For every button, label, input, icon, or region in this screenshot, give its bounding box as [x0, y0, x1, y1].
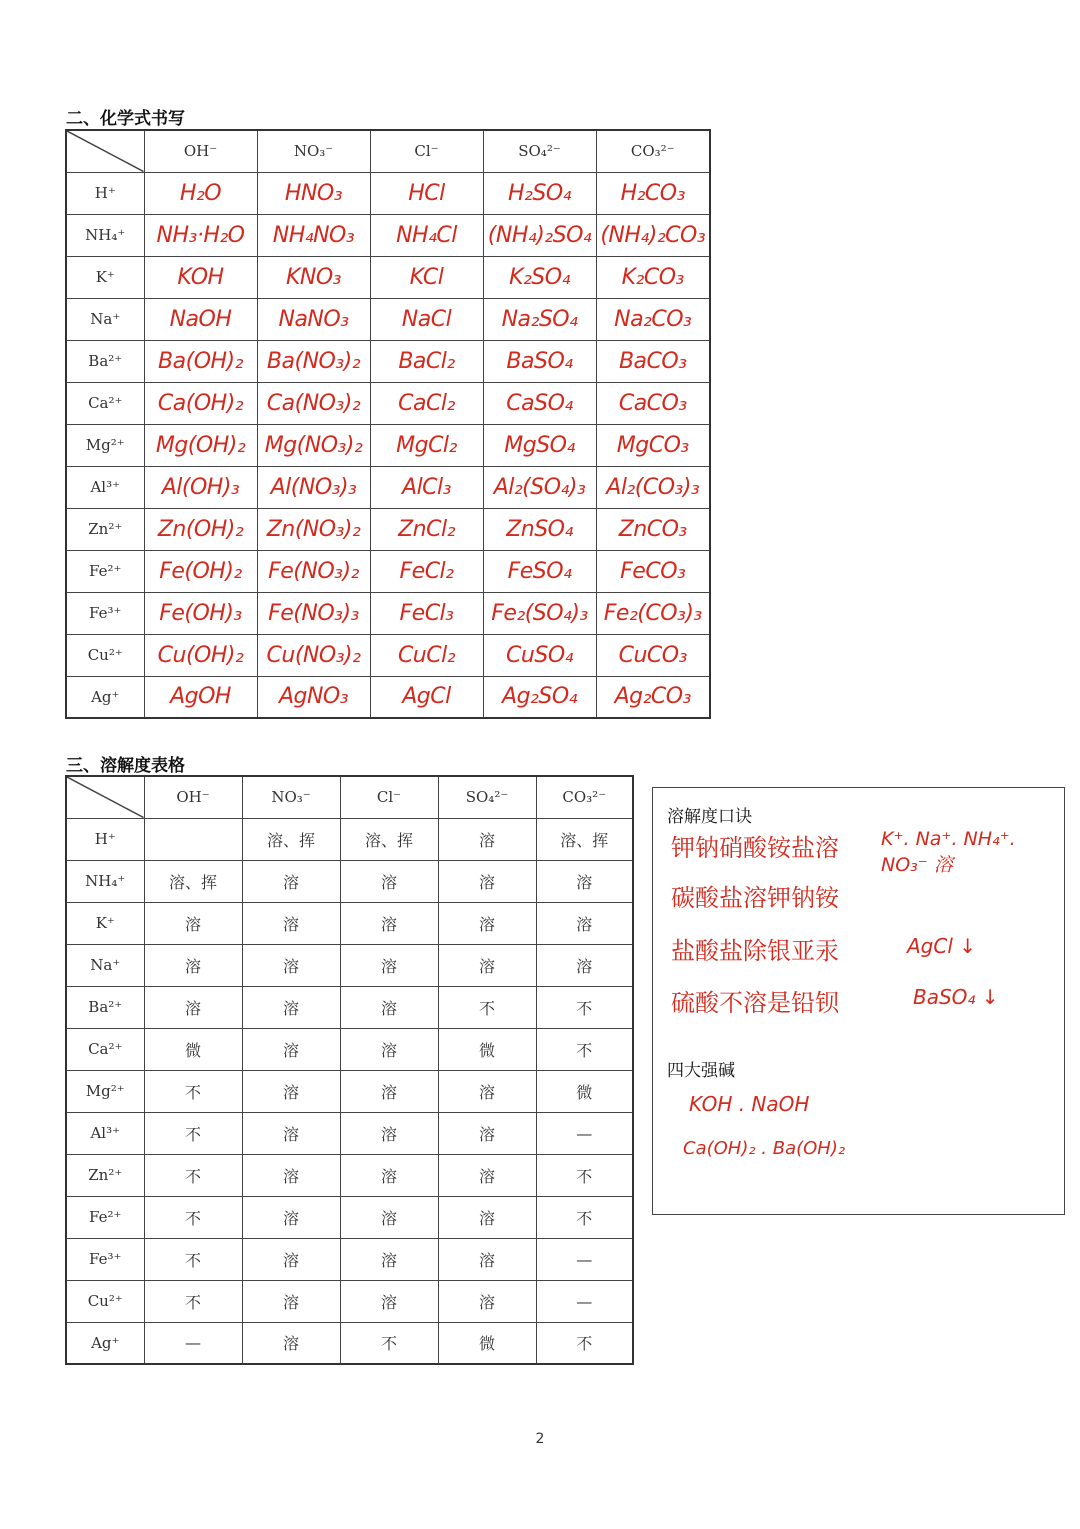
cation-header: Cu²⁺ — [66, 634, 144, 676]
cation-header: Mg²⁺ — [66, 424, 144, 466]
table-cell: ZnSO₄ — [483, 508, 596, 550]
table-cell: 溶 — [340, 1070, 438, 1112]
table-cell: Ba(NO₃)₂ — [257, 340, 370, 382]
cation-header: Na⁺ — [66, 944, 144, 986]
corner-diagonal-cell — [66, 130, 144, 172]
table-cell: 微 — [438, 1028, 536, 1070]
table-row — [66, 944, 633, 986]
anion-header: Cl⁻ — [340, 776, 438, 818]
table-cell: 溶 — [242, 1238, 340, 1280]
cation-header: H⁺ — [66, 818, 144, 860]
table-cell: 溶 — [242, 1322, 340, 1364]
table-cell: Al(OH)₃ — [144, 466, 257, 508]
section-3-title: 三、溶解度表格 — [66, 756, 185, 776]
table-row — [66, 1322, 633, 1364]
table-cell: 溶 — [242, 902, 340, 944]
mnemonic-line-2: 碳酸盐溶钾钠铵 — [671, 884, 839, 912]
table-cell: 溶 — [438, 1196, 536, 1238]
table-cell: CaSO₄ — [483, 382, 596, 424]
table-cell: CaCl₂ — [370, 382, 483, 424]
table-row — [66, 1280, 633, 1322]
table-cell: Ag₂CO₃ — [596, 676, 710, 718]
table-cell: Fe(OH)₂ — [144, 550, 257, 592]
table-cell: BaSO₄ — [483, 340, 596, 382]
table-cell: 溶 — [340, 1280, 438, 1322]
table-row — [66, 466, 710, 508]
table-cell: 不 — [144, 1112, 242, 1154]
table-cell: — — [536, 1280, 633, 1322]
table-cell: Al₂(CO₃)₃ — [596, 466, 710, 508]
table-cell: FeSO₄ — [483, 550, 596, 592]
table-cell: 溶 — [438, 902, 536, 944]
table-cell: H₂SO₄ — [483, 172, 596, 214]
table-cell: NaNO₃ — [257, 298, 370, 340]
cation-header: Ca²⁺ — [66, 382, 144, 424]
mnemonic-note-1: K⁺. Na⁺. NH₄⁺. NO₃⁻ 溶 — [881, 828, 1016, 876]
table-cell: AlCl₃ — [370, 466, 483, 508]
cation-header: Mg²⁺ — [66, 1070, 144, 1112]
table-cell: KCl — [370, 256, 483, 298]
table-row — [66, 902, 633, 944]
table-row — [66, 860, 633, 902]
table-cell: 溶 — [340, 1196, 438, 1238]
table-row — [66, 508, 710, 550]
table-cell: Cu(OH)₂ — [144, 634, 257, 676]
table-cell: ZnCO₃ — [596, 508, 710, 550]
table-cell: 不 — [144, 1154, 242, 1196]
table-cell: 不 — [144, 1238, 242, 1280]
table-cell: Ba(OH)₂ — [144, 340, 257, 382]
chemical-formula-table — [65, 129, 711, 719]
table-row — [66, 676, 710, 718]
cation-header: Ag⁺ — [66, 676, 144, 718]
anion-header: CO₃²⁻ — [536, 776, 633, 818]
cation-header: H⁺ — [66, 172, 144, 214]
table-cell: NaOH — [144, 298, 257, 340]
table-cell: 溶 — [438, 860, 536, 902]
mnemonic-line-4: 硫酸不溶是铅钡 — [671, 989, 839, 1017]
table-cell: 微 — [438, 1322, 536, 1364]
table-cell: HCl — [370, 172, 483, 214]
table-row — [66, 634, 710, 676]
table-cell: Fe₂(SO₄)₃ — [483, 592, 596, 634]
table-cell: 溶 — [340, 1028, 438, 1070]
table-cell: Na₂SO₄ — [483, 298, 596, 340]
table-row — [66, 1196, 633, 1238]
table-cell: K₂CO₃ — [596, 256, 710, 298]
table-cell: 溶 — [242, 944, 340, 986]
table-cell: Fe(NO₃)₃ — [257, 592, 370, 634]
table-cell: 溶 — [340, 986, 438, 1028]
table-cell: 溶 — [438, 1112, 536, 1154]
table-cell: KOH — [144, 256, 257, 298]
anion-header: OH⁻ — [144, 130, 257, 172]
cation-header: Ba²⁺ — [66, 986, 144, 1028]
table-cell: K₂SO₄ — [483, 256, 596, 298]
table-cell: 溶、挥 — [536, 818, 633, 860]
table-cell: ZnCl₂ — [370, 508, 483, 550]
table-cell: 溶 — [438, 818, 536, 860]
table-cell: 溶 — [242, 860, 340, 902]
strong-bases-heading: 四大强碱 — [667, 1061, 735, 1081]
anion-header: OH⁻ — [144, 776, 242, 818]
table-cell: 溶 — [340, 860, 438, 902]
page-number: 2 — [535, 1431, 545, 1447]
strong-bases-line-1: KOH . NaOH — [689, 1092, 810, 1116]
table-cell: CuSO₄ — [483, 634, 596, 676]
table-cell: Fe(OH)₃ — [144, 592, 257, 634]
table-cell: — — [536, 1112, 633, 1154]
table-cell: MgCO₃ — [596, 424, 710, 466]
table-cell: 不 — [536, 1028, 633, 1070]
table-cell: CaCO₃ — [596, 382, 710, 424]
table-cell: 不 — [536, 1154, 633, 1196]
table-cell: (NH₄)₂SO₄ — [483, 214, 596, 256]
table-cell: 溶 — [144, 902, 242, 944]
table-cell: KNO₃ — [257, 256, 370, 298]
table-row — [66, 1154, 633, 1196]
table-cell: 微 — [144, 1028, 242, 1070]
table-cell: AgNO₃ — [257, 676, 370, 718]
table-cell: 溶、挥 — [242, 818, 340, 860]
table-cell: BaCl₂ — [370, 340, 483, 382]
table-cell: FeCl₂ — [370, 550, 483, 592]
table-cell: Mg(NO₃)₂ — [257, 424, 370, 466]
table-row — [66, 818, 633, 860]
table-cell: AgOH — [144, 676, 257, 718]
table-cell: 溶 — [340, 944, 438, 986]
table-cell: 不 — [536, 1322, 633, 1364]
anion-header: CO₃²⁻ — [596, 130, 710, 172]
table-cell: H₂CO₃ — [596, 172, 710, 214]
header-row — [66, 776, 633, 818]
table-cell: Zn(NO₃)₂ — [257, 508, 370, 550]
section-2-title: 二、化学式书写 — [66, 109, 185, 129]
table-cell — [144, 818, 242, 860]
corner-diagonal-cell — [66, 776, 144, 818]
table-cell: 不 — [144, 1280, 242, 1322]
table-cell: 溶 — [340, 1112, 438, 1154]
anion-header: SO₄²⁻ — [438, 776, 536, 818]
table-cell: 溶 — [242, 1154, 340, 1196]
table-cell: — — [144, 1322, 242, 1364]
table-cell: 溶 — [438, 1238, 536, 1280]
strong-bases-line-2: Ca(OH)₂ . Ba(OH)₂ — [683, 1138, 846, 1159]
cation-header: Al³⁺ — [66, 1112, 144, 1154]
table-cell: Al₂(SO₄)₃ — [483, 466, 596, 508]
table-cell: 溶 — [536, 902, 633, 944]
table-cell: 溶 — [536, 860, 633, 902]
table-cell: 溶 — [340, 1238, 438, 1280]
table-cell: CuCO₃ — [596, 634, 710, 676]
mnemonic-heading: 溶解度口诀 — [667, 807, 752, 827]
table-row — [66, 340, 710, 382]
table-row — [66, 1028, 633, 1070]
table-cell: 溶 — [242, 1070, 340, 1112]
table-cell: Ca(OH)₂ — [144, 382, 257, 424]
cation-header: Fe³⁺ — [66, 592, 144, 634]
table-cell: 溶 — [144, 986, 242, 1028]
table-cell: 溶 — [438, 1070, 536, 1112]
table-row — [66, 172, 710, 214]
cation-header: Ca²⁺ — [66, 1028, 144, 1070]
cation-header: K⁺ — [66, 256, 144, 298]
table-row — [66, 550, 710, 592]
table-cell: Fe(NO₃)₂ — [257, 550, 370, 592]
table-cell: 溶、挥 — [144, 860, 242, 902]
table-row — [66, 382, 710, 424]
table-row — [66, 298, 710, 340]
table-row — [66, 256, 710, 298]
table-cell: 溶 — [144, 944, 242, 986]
table-cell: MgSO₄ — [483, 424, 596, 466]
table-cell: 溶 — [242, 1280, 340, 1322]
cation-header: Fe²⁺ — [66, 1196, 144, 1238]
cation-header: Al³⁺ — [66, 466, 144, 508]
table-cell: Al(NO₃)₃ — [257, 466, 370, 508]
cation-header: NH₄⁺ — [66, 214, 144, 256]
table-cell: 溶 — [242, 1028, 340, 1070]
cation-header: Zn²⁺ — [66, 508, 144, 550]
table-row — [66, 592, 710, 634]
table-cell: 溶 — [536, 944, 633, 986]
table-cell: BaCO₃ — [596, 340, 710, 382]
anion-header: Cl⁻ — [370, 130, 483, 172]
table-cell: 不 — [144, 1070, 242, 1112]
table-cell: — — [536, 1238, 633, 1280]
solubility-mnemonic-box — [652, 787, 1065, 1215]
table-cell: 不 — [536, 986, 633, 1028]
table-row — [66, 214, 710, 256]
anion-header: NO₃⁻ — [257, 130, 370, 172]
table-cell: CuCl₂ — [370, 634, 483, 676]
mnemonic-note-3: BaSO₄ ↓ — [913, 985, 999, 1009]
table-cell: 溶 — [438, 1280, 536, 1322]
table-cell: NH₄NO₃ — [257, 214, 370, 256]
table-cell: 不 — [144, 1196, 242, 1238]
table-cell: 不 — [340, 1322, 438, 1364]
cation-header: Na⁺ — [66, 298, 144, 340]
table-cell: NH₄Cl — [370, 214, 483, 256]
table-row — [66, 1238, 633, 1280]
table-cell: 微 — [536, 1070, 633, 1112]
mnemonic-line-3: 盐酸盐除银亚汞 — [671, 937, 839, 965]
table-cell: 溶 — [242, 986, 340, 1028]
cation-header: Cu²⁺ — [66, 1280, 144, 1322]
cation-header: Fe³⁺ — [66, 1238, 144, 1280]
cation-header: Ag⁺ — [66, 1322, 144, 1364]
table-cell: Mg(OH)₂ — [144, 424, 257, 466]
table-cell: Na₂CO₃ — [596, 298, 710, 340]
table-cell: 溶 — [438, 1154, 536, 1196]
table-cell: NaCl — [370, 298, 483, 340]
table-cell: 溶 — [340, 902, 438, 944]
table-row — [66, 1112, 633, 1154]
cation-header: NH₄⁺ — [66, 860, 144, 902]
table-cell: 溶 — [438, 944, 536, 986]
table-cell: Ag₂SO₄ — [483, 676, 596, 718]
table-cell: 不 — [536, 1196, 633, 1238]
table-cell: Ca(NO₃)₂ — [257, 382, 370, 424]
table-cell: Zn(OH)₂ — [144, 508, 257, 550]
table-cell: FeCl₃ — [370, 592, 483, 634]
table-cell: (NH₄)₂CO₃ — [596, 214, 710, 256]
header-row — [66, 130, 710, 172]
table-cell: AgCl — [370, 676, 483, 718]
cation-header: Ba²⁺ — [66, 340, 144, 382]
cation-header: Zn²⁺ — [66, 1154, 144, 1196]
mnemonic-note-2: AgCl ↓ — [907, 934, 977, 958]
table-cell: Fe₂(CO₃)₃ — [596, 592, 710, 634]
table-cell: H₂O — [144, 172, 257, 214]
table-cell: 溶 — [340, 1154, 438, 1196]
cation-header: Fe²⁺ — [66, 550, 144, 592]
solubility-table — [65, 775, 634, 1365]
table-row — [66, 1070, 633, 1112]
table-row — [66, 424, 710, 466]
table-cell: Cu(NO₃)₂ — [257, 634, 370, 676]
table-row — [66, 986, 633, 1028]
cation-header: K⁺ — [66, 902, 144, 944]
table-cell: 溶、挥 — [340, 818, 438, 860]
mnemonic-line-1: 钾钠硝酸铵盐溶 — [671, 834, 839, 862]
table-cell: 不 — [438, 986, 536, 1028]
anion-header: SO₄²⁻ — [483, 130, 596, 172]
table-cell: FeCO₃ — [596, 550, 710, 592]
table-cell: NH₃·H₂O — [144, 214, 257, 256]
table-cell: MgCl₂ — [370, 424, 483, 466]
table-cell: HNO₃ — [257, 172, 370, 214]
table-cell: 溶 — [242, 1112, 340, 1154]
table-cell: 溶 — [242, 1196, 340, 1238]
anion-header: NO₃⁻ — [242, 776, 340, 818]
